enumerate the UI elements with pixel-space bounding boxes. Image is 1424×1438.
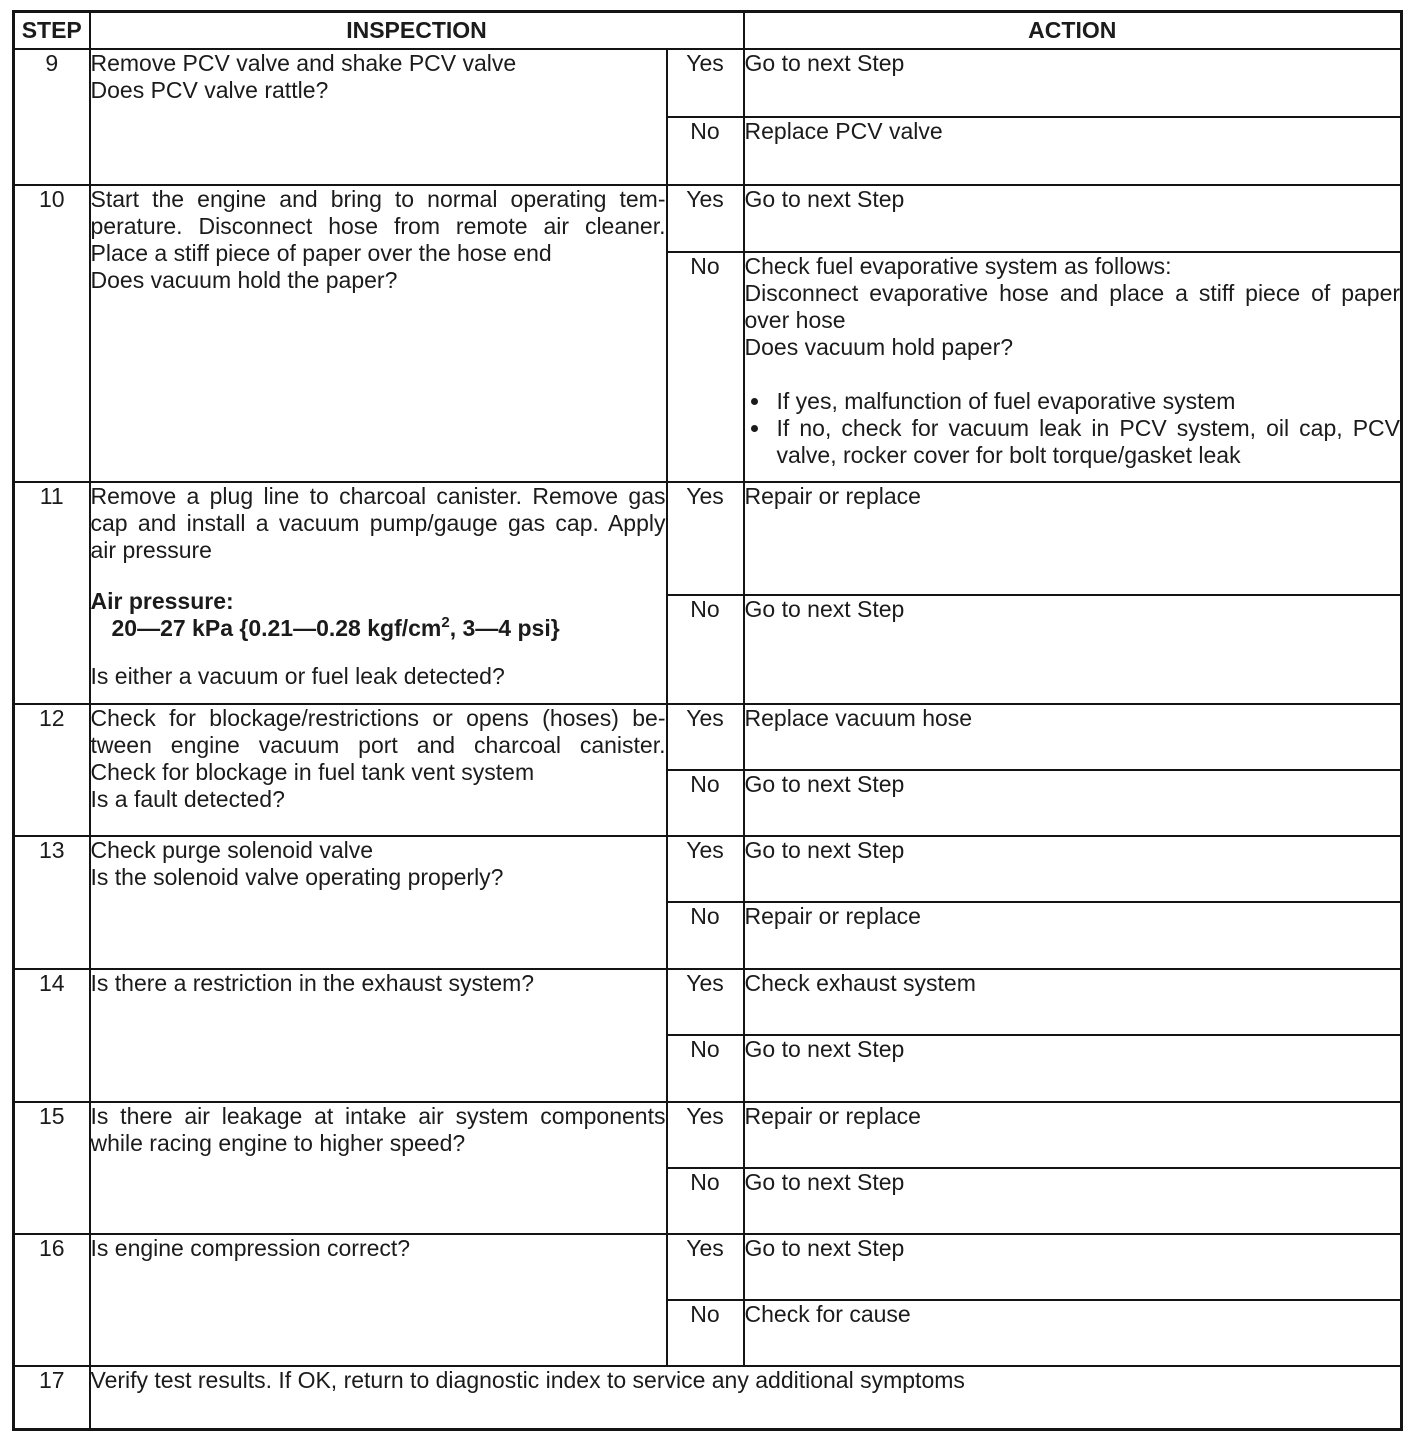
inspection-line: Remove PCV valve and shake PCV valve [90,49,517,76]
yes-label: Yes [667,1234,744,1300]
spec-value-main: 20—27 kPa {0.21—0.28 kgf/cm [111,614,442,641]
step-number: 11 [14,482,90,704]
step-row [14,704,1402,770]
final-instruction [90,1366,1402,1430]
step-row [14,969,1402,1035]
inspection-line: Is a fault detected? [90,785,285,812]
inspection-cell [90,482,667,704]
yes-label: Yes [667,704,744,770]
no-label: No [667,595,744,704]
yes-action: Check exhaust system [744,969,1402,1035]
inspection-cell [90,1234,667,1366]
inspection-line: Check for blockage/restrictions or opens (hoses) be- [90,704,666,731]
inspection-line: Check purge solenoid valve [90,836,374,863]
no-label: No [667,770,744,836]
inspection-line: Start the engine and bring to normal operating tem- [90,185,666,212]
step-number: 15 [14,1102,90,1234]
inspection-cell [90,704,667,836]
inspection-line: perature. Disconnect hose from remote air cleaner. [90,212,666,239]
no-label: No [667,252,744,482]
yes-action: Go to next Step [744,49,1402,117]
step-row [14,482,1402,595]
action-line: over hose [744,306,846,333]
no-action: Repair or replace [744,902,1402,969]
no-label: No [667,1300,744,1366]
action-header: ACTION [744,12,1402,49]
bullet-icon [751,425,758,432]
no-action [744,252,1402,482]
yes-label: Yes [667,482,744,595]
list-item-text: If yes, malfunction of fuel evaporative system [776,387,1236,414]
list-item [745,415,1401,469]
inspection-cell [90,185,667,482]
inspection-line: cap and install a vacuum pump/gauge gas cap. Apply [90,509,666,536]
yes-action: Go to next Step [744,836,1402,902]
list-item [745,388,1401,415]
step-number: 10 [14,185,90,482]
no-label: No [667,902,744,969]
no-action: Go to next Step [744,770,1402,836]
spec-block [91,588,666,642]
yes-action: Go to next Step [744,185,1402,252]
step-number: 14 [14,969,90,1102]
step-row [14,1234,1402,1300]
no-action: Go to next Step [744,595,1402,704]
no-action: Replace PCV valve [744,117,1402,185]
inspection-line: air pressure [90,536,212,563]
inspection-question: Is either a vacuum or fuel leak detected? [90,662,505,689]
inspection-line: Place a stiff piece of paper over the hose end [90,239,552,266]
yes-action: Replace vacuum hose [744,704,1402,770]
inspection-line: Is there a restriction in the exhaust system? [90,969,535,996]
yes-action: Go to next Step [744,1234,1402,1300]
inspection-header: INSPECTION [90,12,744,49]
no-action: Go to next Step [744,1168,1402,1234]
spec-label: Air pressure: [90,587,234,614]
inspection-cell [90,969,667,1102]
inspection-line: Does vacuum hold the paper? [90,266,398,293]
step-number: 13 [14,836,90,969]
step-row [14,836,1402,902]
action-line: Does vacuum hold paper? [744,333,1014,360]
step-row [14,49,1402,117]
inspection-line: Is engine compression correct? [90,1234,411,1261]
header-row [14,12,1402,49]
inspection-cell [90,1102,667,1234]
spec-value-superscript: 2 [441,613,450,631]
yes-label: Yes [667,836,744,902]
inspection-line: Does PCV valve rattle? [90,76,329,103]
action-line: Check fuel evaporative system as follows: [744,252,1172,279]
spec-value-rest: , 3—4 psi} [449,614,560,641]
list-item-text: If no, check for vacuum leak in PCV system, oil cap, PCV [776,414,1401,441]
inspection-cell [90,836,667,969]
inspection-line: Remove a plug line to charcoal canister. Remove gas [90,482,666,509]
no-label: No [667,117,744,185]
step-number: 16 [14,1234,90,1366]
diagnostic-table [12,10,1403,1431]
step-number: 12 [14,704,90,836]
step-number: 9 [14,49,90,185]
yes-label: Yes [667,1102,744,1168]
yes-label: Yes [667,969,744,1035]
inspection-line: while racing engine to higher speed? [90,1129,466,1156]
no-action: Check for cause [744,1300,1402,1366]
yes-label: Yes [667,49,744,117]
step-row [14,1366,1402,1430]
action-line: Disconnect evaporative hose and place a stiff piece of paper [744,279,1401,306]
step-number: 17 [14,1366,90,1430]
no-label: No [667,1168,744,1234]
inspection-line: Check for blockage in fuel tank vent system [90,758,535,785]
step-row [14,1102,1402,1168]
inspection-cell [90,49,667,185]
list-item-text: valve, rocker cover for bolt torque/gasket leak [776,441,1241,468]
inspection-line: Is there air leakage at intake air system components [90,1102,666,1129]
result-list [745,388,1401,469]
inspection-line: Is the solenoid valve operating properly? [90,863,504,890]
yes-action: Repair or replace [744,482,1402,595]
yes-label: Yes [667,185,744,252]
yes-action: Repair or replace [744,1102,1402,1168]
final-instruction-text: Verify test results. If OK, return to diagnostic index to service any additional symptoms [90,1366,965,1393]
step-header: STEP [14,12,90,49]
no-action: Go to next Step [744,1035,1402,1102]
spec-value [91,615,666,642]
inspection-line: tween engine vacuum port and charcoal canister. [90,731,666,758]
bullet-icon [751,398,758,405]
step-row [14,185,1402,252]
no-label: No [667,1035,744,1102]
